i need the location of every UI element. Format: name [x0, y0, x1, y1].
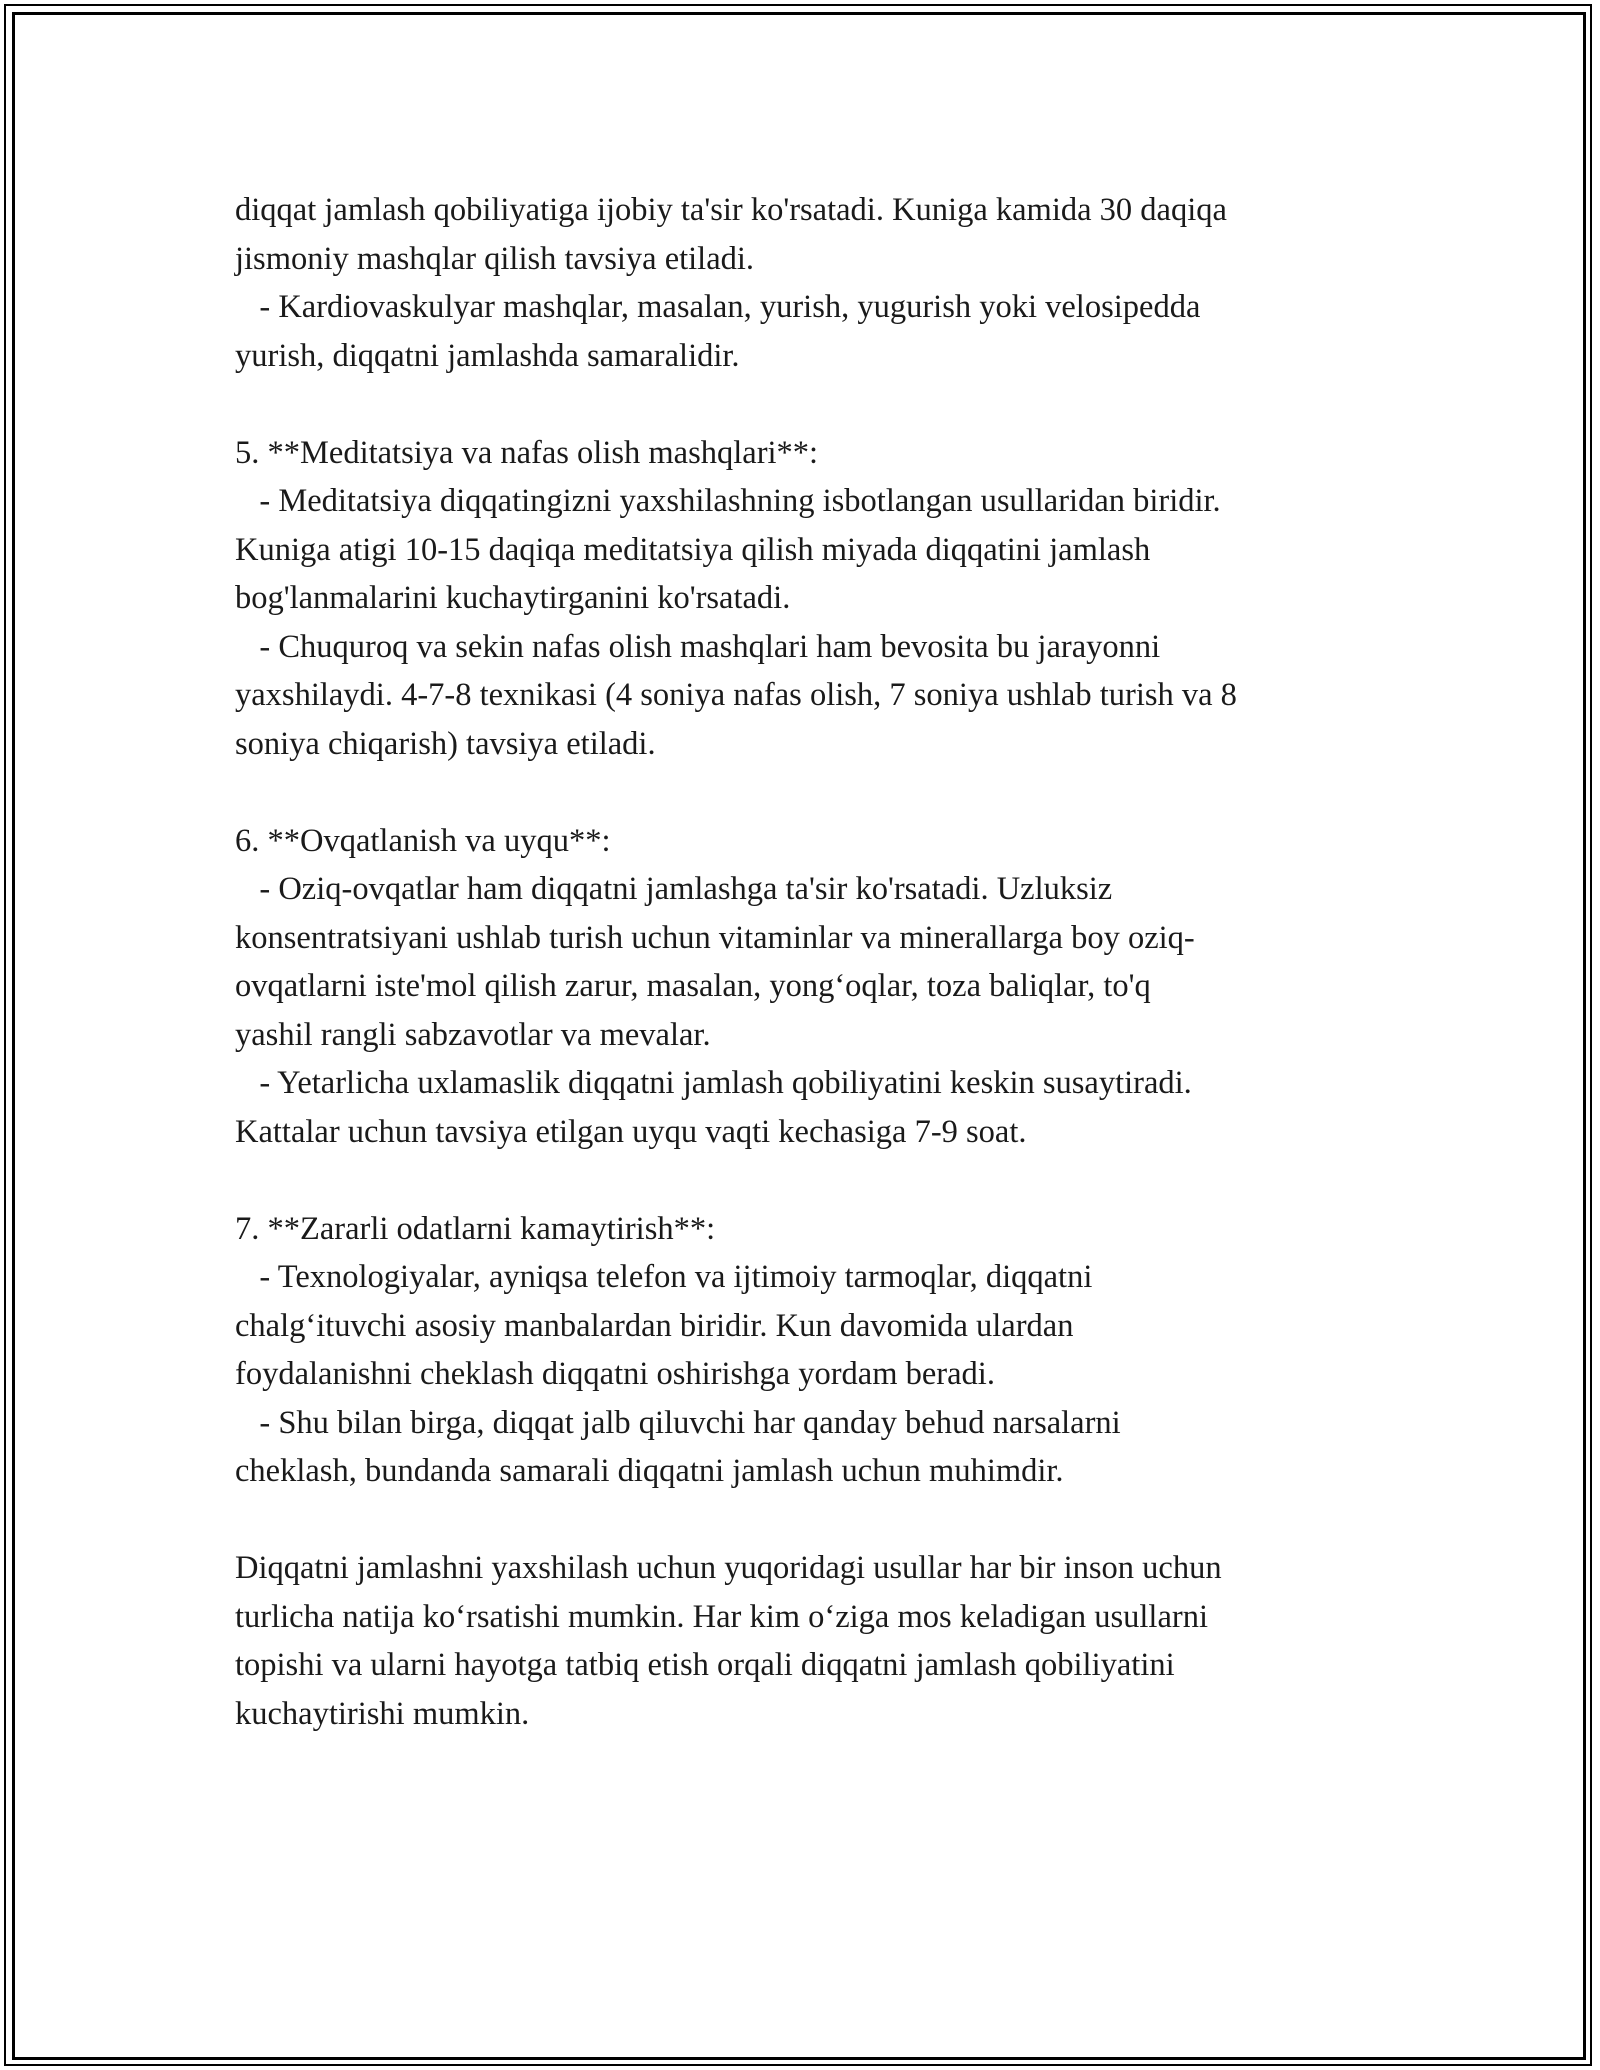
text-line: cheklash, bundanda samarali diqqatni jamlash uchun muhimdir.	[235, 1453, 1064, 1489]
text-line: yurish, diqqatni jamlashda samaralidir.	[235, 337, 740, 374]
text-line: yashil rangli sabzavotlar va mevalar.	[235, 1016, 711, 1053]
paragraph-meditation	[235, 429, 1395, 769]
text-line: kuchaytirishi mumkin.	[235, 1695, 530, 1732]
paragraph-gap	[235, 380, 1395, 429]
text-line: - Yetarlicha uxlamaslik diqqatni jamlash qobiliyatini keskin susaytiradi.	[235, 1065, 1192, 1101]
section-heading: 5. **Meditatsiya va nafas olish mashqlari**:	[235, 434, 819, 471]
text-line: yaxshilaydi. 4-7-8 texnikasi (4 soniya nafas olish, 7 soniya ushlab turish va 8	[235, 677, 1237, 713]
text-line: - Texnologiyalar, ayniqsa telefon va ijtimoiy tarmoqlar, diqqatni	[235, 1259, 1093, 1295]
section-heading: 7. **Zararli odatlarni kamaytirish**:	[235, 1210, 716, 1247]
text-line: soniya chiqarish) tavsiya etiladi.	[235, 725, 656, 762]
text-line: - Oziq-ovqatlar ham diqqatni jamlashga ta'sir ko'rsatadi. Uzluksiz	[235, 871, 1113, 907]
paragraph-exercise	[235, 186, 1395, 380]
text-line: diqqat jamlash qobiliyatiga ijobiy ta'sir ko'rsatadi. Kuniga kamida 30 daqiqa	[235, 192, 1227, 228]
text-line: Kattalar uchun tavsiya etilgan uyqu vaqti kechasiga 7-9 soat.	[235, 1113, 1027, 1150]
text-line: chalg‘ituvchi asosiy manbalardan biridir. Kun davomida ulardan	[235, 1307, 1074, 1344]
paragraph-gap	[235, 768, 1395, 817]
text-line: Diqqatni jamlashni yaxshilash uchun yuqoridagi usullar har bir inson uchun	[235, 1550, 1222, 1586]
text-line: - Meditatsiya diqqatingizni yaxshilashning isbotlangan usullaridan biridir.	[235, 483, 1221, 519]
paragraph-harmful-habits	[235, 1205, 1395, 1496]
section-heading: 6. **Ovqatlanish va uyqu**:	[235, 822, 611, 859]
paragraph-nutrition-sleep	[235, 817, 1395, 1157]
text-line: konsentratsiyani ushlab turish uchun vitaminlar va minerallarga boy oziq-	[235, 919, 1195, 956]
text-line: bog'lanmalarini kuchaytirganini ko'rsatadi.	[235, 580, 791, 616]
text-line: Kuniga atigi 10-15 daqiqa meditatsiya qilish miyada diqqatini jamlash	[235, 531, 1151, 568]
text-line: - Shu bilan birga, diqqat jalb qiluvchi har qanday behud narsalarni	[235, 1404, 1121, 1441]
text-line: ovqatlarni iste'mol qilish zarur, masalan, yong‘oqlar, toza baliqlar, to'q	[235, 968, 1151, 1004]
paragraph-gap	[235, 1496, 1395, 1545]
document-body	[235, 186, 1395, 1738]
text-line: foydalanishni cheklash diqqatni oshirishga yordam beradi.	[235, 1356, 995, 1392]
paragraph-gap	[235, 1156, 1395, 1205]
text-line: turlicha natija ko‘rsatishi mumkin. Har kim o‘ziga mos keladigan usullarni	[235, 1598, 1208, 1635]
text-line: - Chuquroq va sekin nafas olish mashqlari ham bevosita bu jarayonni	[235, 628, 1161, 665]
paragraph-conclusion	[235, 1544, 1395, 1738]
text-line: topishi va ularni hayotga tatbiq etish orqali diqqatni jamlash qobiliyatini	[235, 1647, 1175, 1683]
text-line: jismoniy mashqlar qilish tavsiya etiladi.	[235, 240, 755, 277]
text-line: - Kardiovaskulyar mashqlar, masalan, yurish, yugurish yoki velosipedda	[235, 289, 1201, 325]
